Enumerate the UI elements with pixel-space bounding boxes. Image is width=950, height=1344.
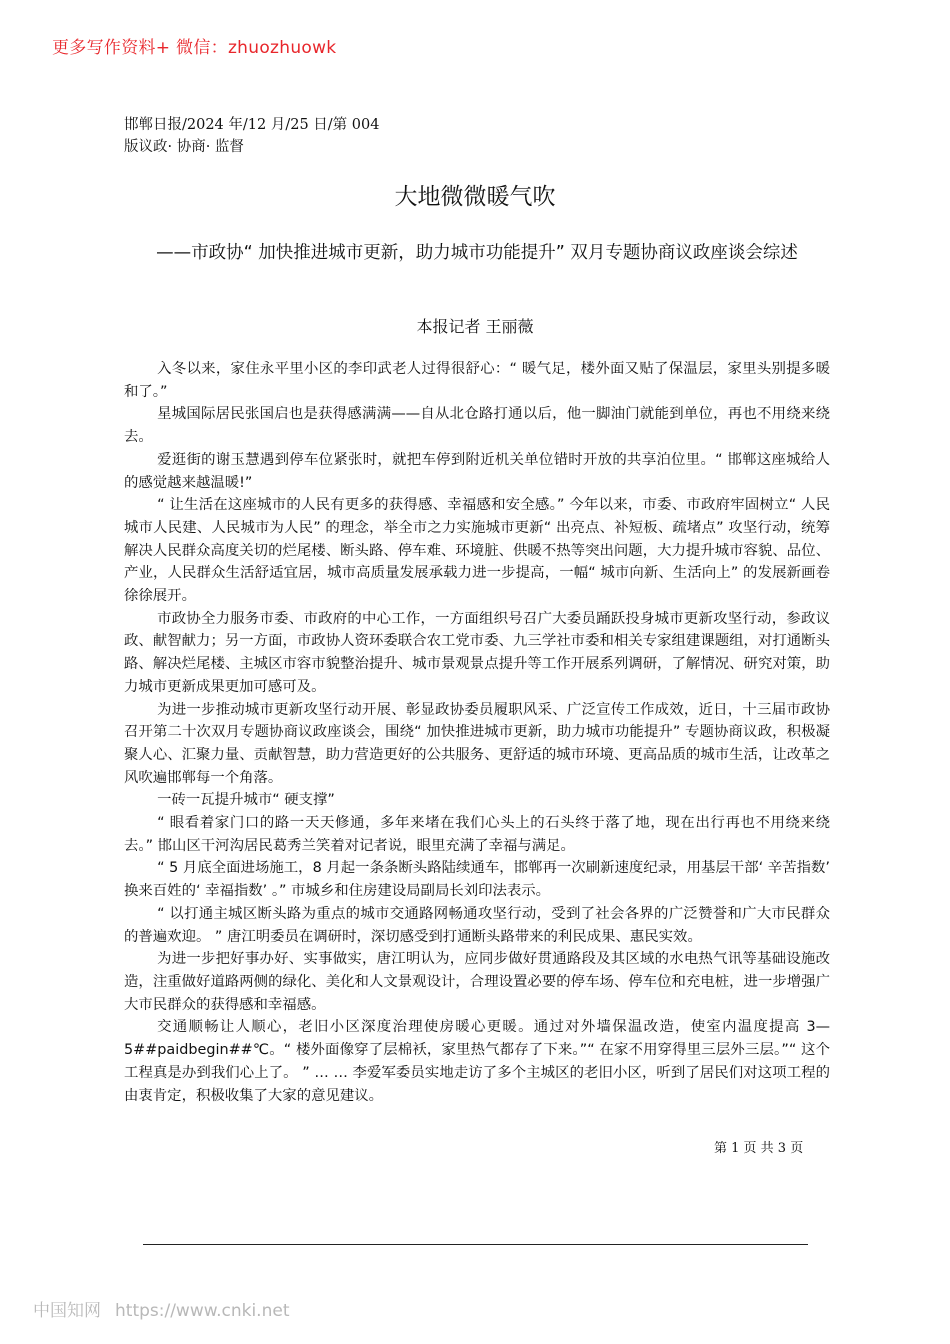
source-line: 邯郸日报/2024 年/12 月/25 日/第 004 — [124, 117, 380, 133]
article-subtitle: ——市政协“ 加快推进城市更新，助力城市功能提升” 双月专题协商议政座谈会综述 — [156, 243, 798, 263]
footer-divider — [143, 1244, 808, 1245]
paragraph: 交通顺畅让人顺心，老旧小区深度治理使房暖心更暖。通过对外墙保温改造，使室内温度提高 3—5##paidbegin##℃。“ 楼外面像穿了层棉袄，家里热气都存了下来。”“ 在家不用穿得里三层外三层。”“ 这个工程真是办到我们心上了。 ” … … 李爱军委员实地走访了多个主城区的老旧小区，听到了居民们对这项工程的由衷肯定，积极收集了大家的意见建议。 — [124, 1019, 830, 1104]
article-byline: 本报记者 王丽薇 — [416, 317, 534, 336]
watermark-url: https://www.cnki.net — [115, 1301, 290, 1321]
section-line: 版议政· 协商· 监督 — [124, 139, 244, 155]
paragraph: “ 眼看着家门口的路一天天修通，多年来堵在我们心头上的石头终于落了地，现在出行再也不用绕来绕去。” 邯山区干河沟居民葛秀兰笑着对记者说，眼里充满了幸福与满足。 — [124, 815, 830, 854]
cnki-watermark — [33, 1296, 289, 1321]
paragraph: 爱逛街的谢玉慧遇到停车位紧张时，就把车停到附近机关单位错时开放的共享泊位里。“ 邯郸这座城给人的感觉越来越温暖!” — [124, 451, 830, 491]
section-heading: 一砖一瓦提升城市“ 硬支撑” — [157, 792, 335, 809]
source-info — [124, 114, 379, 158]
paragraph: “ 5 月底全面进场施工，8 月起一条条断头路陆续通车，邯郸再一次刷新速度纪录，用基层干部‘ 辛苦指数’ 换来百姓的‘ 幸福指数’ 。” 市城乡和住房建设局副局长刘印法表示。 — [124, 860, 830, 900]
watermark-brand: 中国知网 — [33, 1301, 101, 1321]
paragraph: 星城国际居民张国启也是获得感满满——自从北仓路打通以后，他一脚油门就能到单位，再也不用绕来绕去。 — [124, 406, 830, 446]
paragraph: 为进一步把好事办好、实事做实，唐江明认为，应同步做好贯通路段及其区域的水电热气讯等基础设施改造，注重做好道路两侧的绿化、美化和人文景观设计，合理设置必要的停车场、停车位和充电桩，进一步增强广大市民群众的获得感和幸福感。 — [124, 951, 830, 1013]
paragraph: “ 以打通主城区断头路为重点的城市交通路网畅通攻坚行动，受到了社会各界的广泛赞誉和广大市民群众的普遍欢迎。 ” 唐江明委员在调研时，深切感受到打通断头路带来的利民成果、惠民实效。 — [124, 905, 830, 945]
article-body — [124, 358, 830, 1107]
paragraph: “ 让生活在这座城市的人民有更多的获得感、幸福感和安全感。” 今年以来，市委、市政府牢固树立“ 人民城市人民建、人民城市为人民” 的理念，举全市之力实施城市更新“ 出亮点、补短板、疏堵点” 攻坚行动，统筹解决人民群众高度关切的烂尾楼、断头路、停车难、环境脏、供暖不热等突出问题，大力提升城市容貌、品位、产业，人民群众生活舒适宜居，城市高质量发展承载力进一步提高，一幅“ 城市向新、生活向上” 的发展新画卷徐徐展开。 — [124, 497, 830, 605]
promo-banner: 更多写作资料+ 微信：zhuozhuowk — [52, 38, 337, 58]
paragraph: 市政协全力服务市委、市政府的中心工作，一方面组织号召广大委员踊跃投身城市更新攻坚行动，参政议政、献智献力；另一方面，市政协人资环委联合农工党市委、九三学社市委和相关专家组建课题组，对打通断头路、解决烂尾楼、主城区市容市貌整治提升、城市景观景点提升等工作开展系列调研，了解情况、研究对策，助力城市更新成果更加可感可及。 — [124, 610, 830, 695]
article-title: 大地微微暖气吹 — [394, 184, 556, 210]
paragraph: 入冬以来，家住永平里小区的李印武老人过得很舒心：“ 暖气足，楼外面又贴了保温层，家里头别提多暖和了。” — [124, 361, 830, 400]
paragraph: 为进一步推动城市更新攻坚行动开展、彰显政协委员履职风采、广泛宣传工作成效，近日，十三届市政协召开第二十次双月专题协商议政座谈会，围绕“ 加快推进城市更新，助力城市功能提升” 专题协商议政，积极凝聚人心、汇聚力量、贡献智慧，助力营造更好的公共服务、更舒适的城市环境、更高品质的城市生活，让改革之风吹遍邯郸每一个角落。 — [124, 701, 830, 786]
page-number: 第 1 页 共 3 页 — [714, 1141, 804, 1156]
